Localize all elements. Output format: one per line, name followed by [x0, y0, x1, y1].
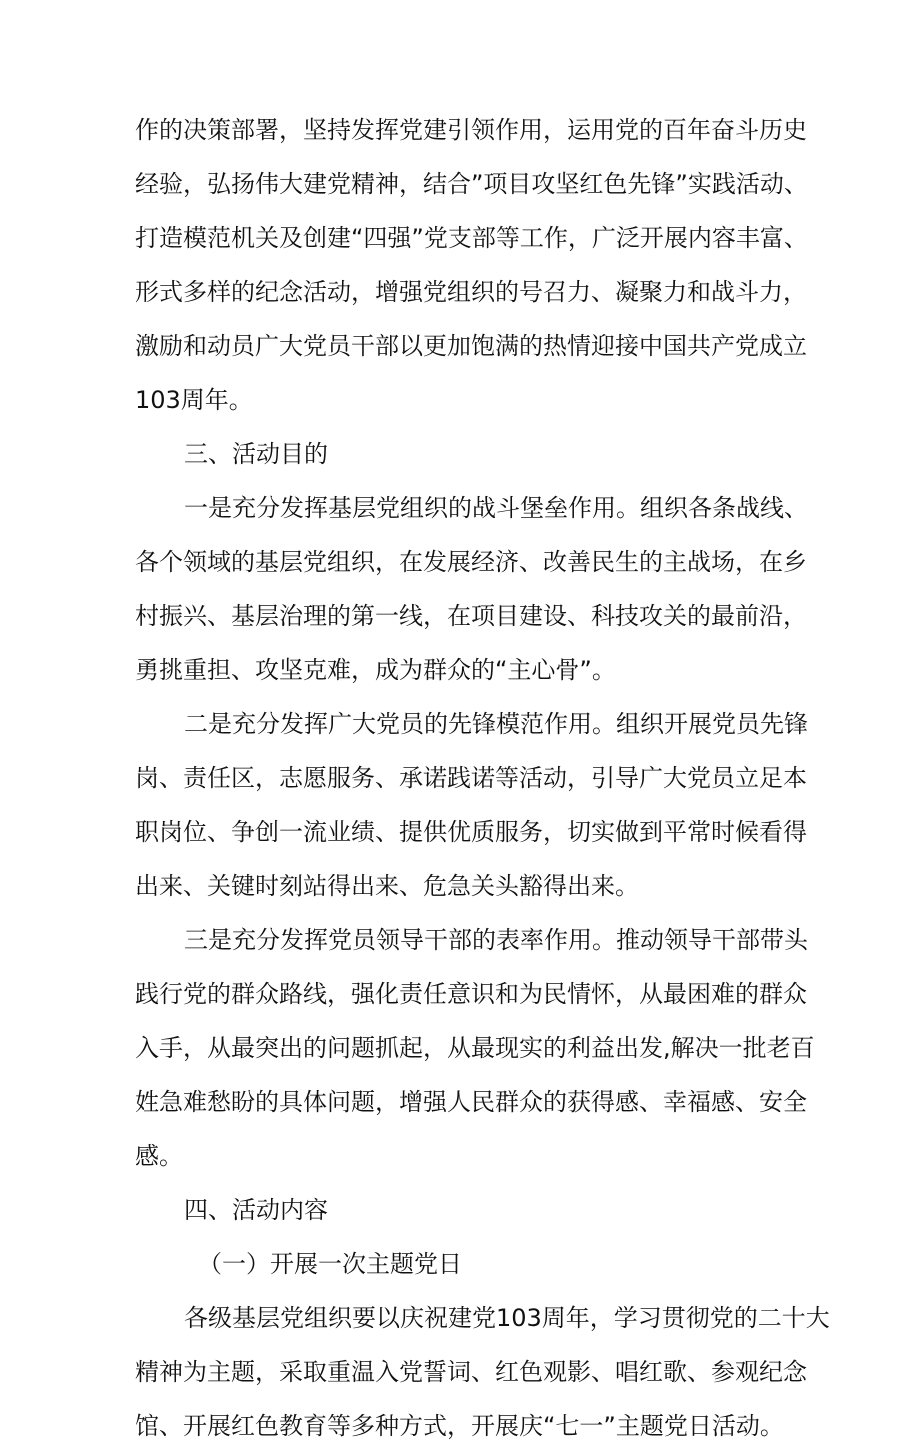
text-line: 作的决策部署，坚持发挥党建引领作用，运用党的百年奋斗历史 [135, 116, 807, 144]
text-line: 职岗位、争创一流业绩、提供优质服务，切实做到平常时候看得 [135, 818, 807, 846]
subsection-heading: （一）开展一次主题党日 [198, 1250, 462, 1278]
text-line: 形式多样的纪念活动，增强党组织的号召力、凝聚力和战斗力， [135, 278, 807, 306]
paragraph-first-line: 三是充分发挥党员领导干部的表率作用。推动领导干部带头 [184, 926, 808, 954]
text-line: 各个领域的基层党组织，在发展经济、改善民生的主战场，在乡 [135, 548, 807, 576]
text-line: 勇挑重担、攻坚克难，成为群众的“主心骨”。 [135, 656, 616, 684]
text-line: 103周年。 [135, 386, 253, 414]
text-line: 村振兴、基层治理的第一线，在项目建设、科技攻关的最前沿， [135, 602, 807, 630]
text-line: 践行党的群众路线，强化责任意识和为民情怀，从最困难的群众 [135, 980, 807, 1008]
text-line: 激励和动员广大党员干部以更加饱满的热情迎接中国共产党成立 [135, 332, 807, 360]
document-body [135, 103, 830, 1453]
text-line: 感。 [135, 1142, 183, 1170]
section-heading: 三、活动目的 [184, 440, 328, 468]
text-line: 入手，从最突出的问题抓起，从最现实的利益出发,解决一批老百 [135, 1034, 815, 1062]
text-line: 经验，弘扬伟大建党精神，结合”项目攻坚红色先锋”实践活动、 [135, 170, 808, 198]
text-line: 出来、关键时刻站得出来、危急关头豁得出来。 [135, 872, 639, 900]
text-line: 打造模范机关及创建“四强”党支部等工作，广泛开展内容丰富、 [135, 224, 808, 252]
text-line: 精神为主题，采取重温入党誓词、红色观影、唱红歌、参观纪念 [135, 1358, 807, 1386]
text-line: 馆、开展红色教育等多种方式，开展庆“七一”主题党日活动。 [135, 1412, 784, 1440]
paragraph-first-line: 二是充分发挥广大党员的先锋模范作用。组织开展党员先锋 [184, 710, 808, 738]
text-line: 姓急难愁盼的具体问题，增强人民群众的获得感、幸福感、安全 [135, 1088, 807, 1116]
section-heading: 四、活动内容 [184, 1196, 328, 1224]
paragraph-first-line: 一是充分发挥基层党组织的战斗堡垒作用。组织各条战线、 [184, 494, 808, 522]
text-line: 岗、责任区，志愿服务、承诺践诺等活动，引导广大党员立足本 [135, 764, 807, 792]
paragraph-first-line: 各级基层党组织要以庆祝建党103周年，学习贯彻党的二十大 [184, 1304, 830, 1332]
